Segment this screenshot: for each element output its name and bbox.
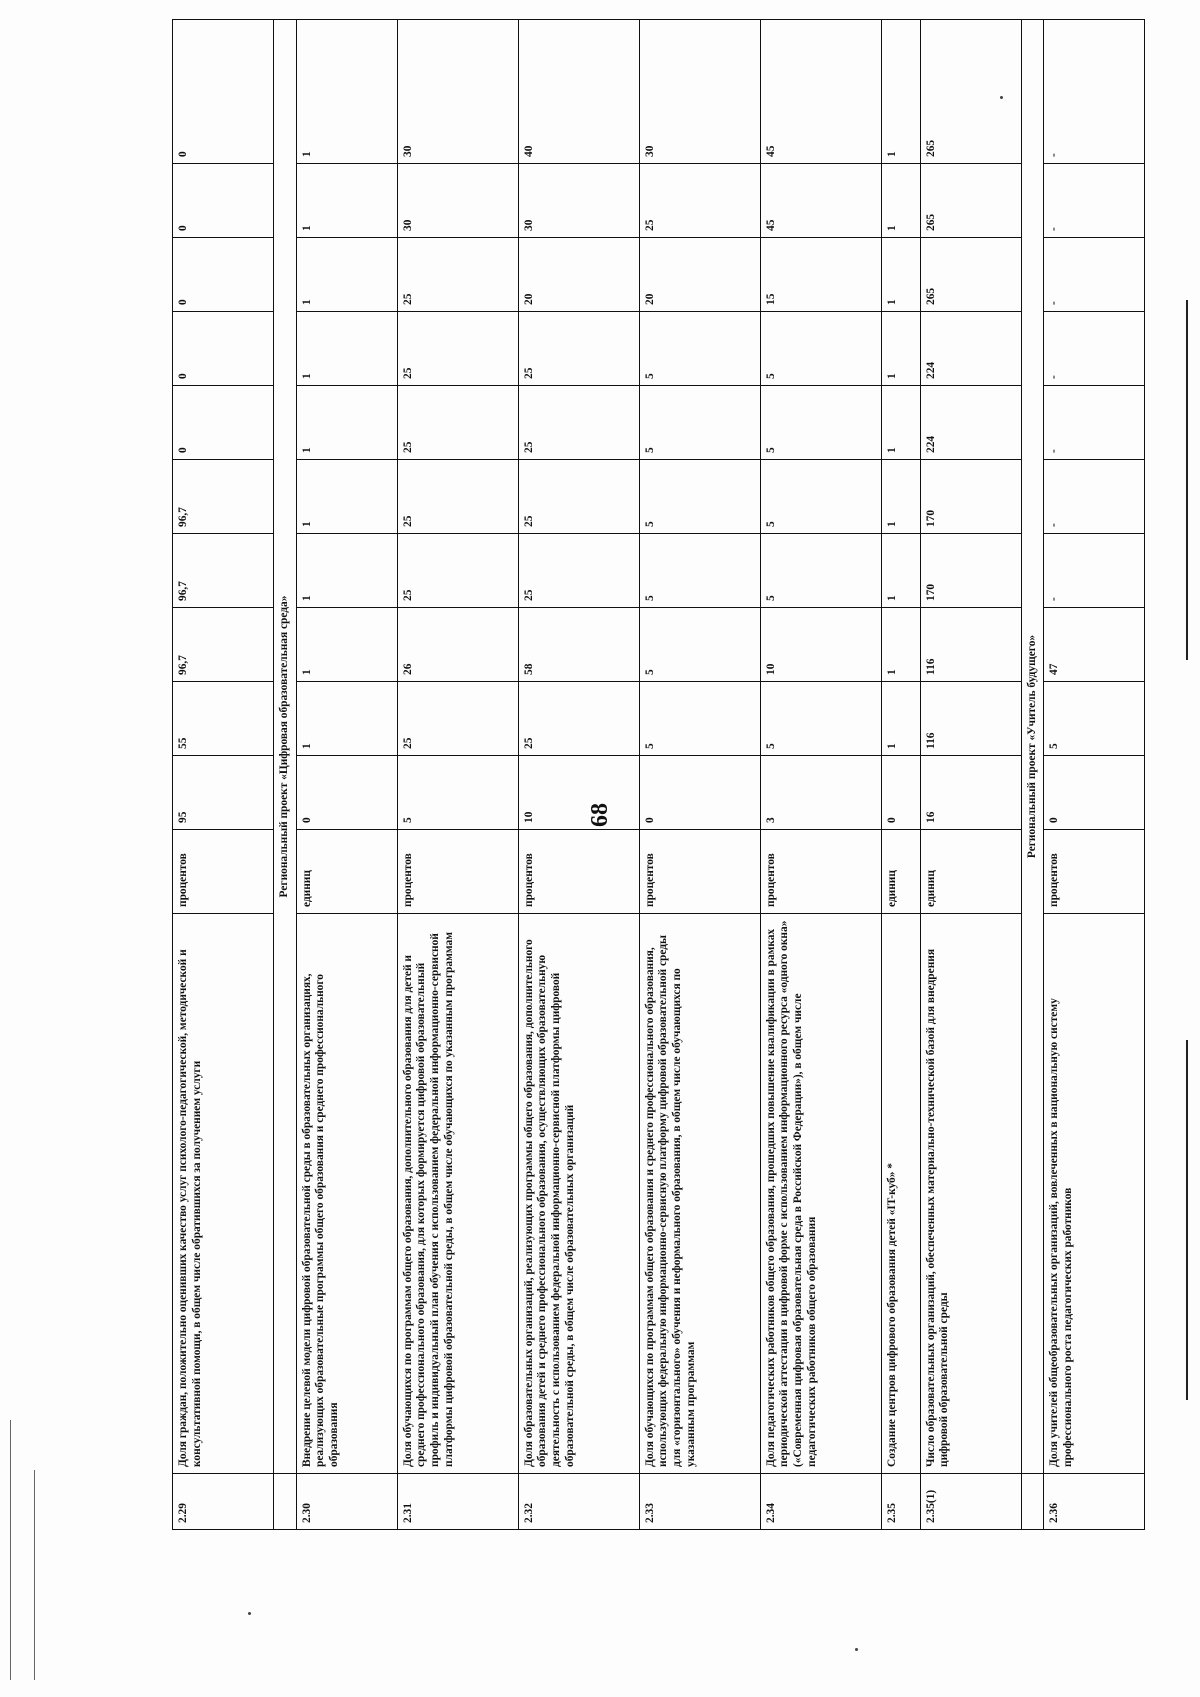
value-cell: 5 <box>1044 682 1145 756</box>
value-cell: 1 <box>881 608 920 682</box>
value-cell: 5 <box>639 460 760 534</box>
value-cell: 15 <box>760 238 881 312</box>
value-cell: 47 <box>1044 608 1145 682</box>
value-cell: 1 <box>296 164 397 238</box>
value-cell: 5 <box>639 608 760 682</box>
value-cell: 5 <box>639 312 760 386</box>
value-cell: 25 <box>397 682 518 756</box>
value-cell: 25 <box>397 238 518 312</box>
indicator-text: Создание центров цифрового образования детей «IT-куб» * <box>881 914 920 1474</box>
row-number: 2.33 <box>639 1474 760 1530</box>
value-cell: 1 <box>881 238 920 312</box>
value-cell: - <box>1044 164 1145 238</box>
section-row <box>1021 20 1044 1530</box>
unit-cell: единиц <box>881 830 920 914</box>
table-row <box>760 20 881 1530</box>
section-title: Региональный проект «Учитель будущего» <box>1021 20 1044 1474</box>
value-cell: 25 <box>518 682 639 756</box>
row-number: 2.31 <box>397 1474 518 1530</box>
value-cell: 30 <box>397 20 518 164</box>
unit-cell: процентов <box>1044 830 1145 914</box>
unit-cell: процентов <box>518 830 639 914</box>
value-cell: 1 <box>296 460 397 534</box>
indicator-text: Доля обучающихся по программам общего образования и среднего профессионального образования, использующих федеральную информационно-сервисную платформу цифровой образовательной среды для «горизонтального» обучения и неформального образования, в общем числе обучающихся по указанным программам <box>639 914 760 1474</box>
value-cell: 1 <box>881 682 920 756</box>
row-number: 2.34 <box>760 1474 881 1530</box>
unit-cell: процентов <box>760 830 881 914</box>
unit-cell: единиц <box>920 830 1021 914</box>
value-cell: 30 <box>518 164 639 238</box>
value-cell: 25 <box>518 386 639 460</box>
unit-cell: процентов <box>173 830 274 914</box>
table-row <box>397 20 518 1530</box>
section-title: Региональный проект «Цифровая образовательная среда» <box>274 20 297 1474</box>
value-cell: 25 <box>397 534 518 608</box>
scan-edge-line <box>1186 1040 1188 1400</box>
indicator-text: Число образовательных организаций, обеспеченных материально-технической базой для внедрения цифровой образовательной среды <box>920 914 1021 1474</box>
value-cell: 0 <box>296 756 397 830</box>
scan-speck <box>855 1648 858 1651</box>
value-cell: 170 <box>920 534 1021 608</box>
value-cell: - <box>1044 238 1145 312</box>
value-cell: 26 <box>397 608 518 682</box>
value-cell: 25 <box>639 164 760 238</box>
value-cell: 5 <box>760 534 881 608</box>
value-cell: 265 <box>920 20 1021 164</box>
value-cell: 1 <box>296 20 397 164</box>
value-cell: - <box>1044 386 1145 460</box>
value-cell: 1 <box>296 682 397 756</box>
value-cell: 45 <box>760 20 881 164</box>
row-number: 2.35 <box>881 1474 920 1530</box>
indicator-text: Внедрение целевой модели цифровой образовательной среды в образовательных организациях, реализующих образовательные программы общего образования и среднего профессионального образования <box>296 914 397 1474</box>
value-cell: 1 <box>296 534 397 608</box>
table-body <box>173 20 1145 1530</box>
value-cell: 25 <box>397 386 518 460</box>
value-cell: 1 <box>296 608 397 682</box>
row-number: 2.36 <box>1044 1474 1145 1530</box>
value-cell: 5 <box>760 460 881 534</box>
value-cell: 5 <box>760 312 881 386</box>
table-row <box>881 20 920 1530</box>
value-cell: 96,7 <box>173 608 274 682</box>
indicator-text: Доля учителей общеобразовательных организаций, вовлеченных в национальную систему профессионального роста педагогических работников <box>1044 914 1145 1474</box>
value-cell: 5 <box>397 756 518 830</box>
value-cell: 5 <box>639 682 760 756</box>
value-cell: 25 <box>397 312 518 386</box>
value-cell: - <box>1044 20 1145 164</box>
value-cell: - <box>1044 312 1145 386</box>
rotated-table-wrapper <box>172 50 1075 1530</box>
value-cell: 116 <box>920 608 1021 682</box>
value-cell: 30 <box>397 164 518 238</box>
row-number: 2.29 <box>173 1474 274 1530</box>
value-cell: 10 <box>518 756 639 830</box>
value-cell: 5 <box>639 534 760 608</box>
section-num-cell <box>1021 1474 1044 1530</box>
table-row <box>639 20 760 1530</box>
value-cell: 0 <box>173 238 274 312</box>
value-cell: 25 <box>518 534 639 608</box>
scan-speck <box>1000 96 1003 99</box>
value-cell: 1 <box>881 20 920 164</box>
value-cell: 265 <box>920 164 1021 238</box>
value-cell: 40 <box>518 20 639 164</box>
value-cell: 1 <box>881 534 920 608</box>
value-cell: - <box>1044 460 1145 534</box>
margin-mark <box>34 1470 35 1680</box>
value-cell: 25 <box>518 460 639 534</box>
value-cell: 58 <box>518 608 639 682</box>
value-cell: 5 <box>760 682 881 756</box>
value-cell: 170 <box>920 460 1021 534</box>
value-cell: 25 <box>397 460 518 534</box>
value-cell: 116 <box>920 682 1021 756</box>
value-cell: 1 <box>881 312 920 386</box>
value-cell: 0 <box>1044 756 1145 830</box>
value-cell: 10 <box>760 608 881 682</box>
value-cell: 0 <box>173 386 274 460</box>
value-cell: 224 <box>920 386 1021 460</box>
table-row <box>1044 20 1145 1530</box>
scan-speck <box>248 1612 251 1615</box>
table-row <box>518 20 639 1530</box>
unit-cell: единиц <box>296 830 397 914</box>
value-cell: 1 <box>296 238 397 312</box>
value-cell: 1 <box>881 386 920 460</box>
indicator-text: Доля обучающихся по программам общего образования, дополнительного образования для детей и среднего профессионального образования, для которых формируется цифровой образовательный профиль и индивидуальный план обучения с использованием федеральной информационно-сервисной платформы цифровой образовательной среды, в общем числе обучающихся по указанным программам <box>397 914 518 1474</box>
value-cell: 224 <box>920 312 1021 386</box>
unit-cell: процентов <box>397 830 518 914</box>
value-cell: - <box>1044 534 1145 608</box>
value-cell: 3 <box>760 756 881 830</box>
value-cell: 1 <box>881 164 920 238</box>
value-cell: 16 <box>920 756 1021 830</box>
value-cell: 95 <box>173 756 274 830</box>
value-cell: 0 <box>173 20 274 164</box>
table-row <box>920 20 1021 1530</box>
value-cell: 0 <box>639 756 760 830</box>
value-cell: 0 <box>881 756 920 830</box>
section-num-cell <box>274 1474 297 1530</box>
value-cell: 1 <box>296 312 397 386</box>
indicator-text: Доля образовательных организаций, реализующих программы общего образования, дополнительного образования детей и среднего профессионального образования, осуществляющих образовательную деятельность с использованием федеральной информационно-сервисной платформы цифровой образовательной среды, в общем числе образовательных организаций <box>518 914 639 1474</box>
value-cell: 96,7 <box>173 460 274 534</box>
table-row <box>173 20 274 1530</box>
value-cell: 265 <box>920 238 1021 312</box>
section-row <box>274 20 297 1530</box>
value-cell: 1 <box>881 460 920 534</box>
value-cell: 0 <box>173 164 274 238</box>
value-cell: 1 <box>296 386 397 460</box>
value-cell: 96,7 <box>173 534 274 608</box>
value-cell: 5 <box>639 386 760 460</box>
value-cell: 20 <box>639 238 760 312</box>
value-cell: 45 <box>760 164 881 238</box>
table-row <box>296 20 397 1530</box>
value-cell: 55 <box>173 682 274 756</box>
page-number: 68 <box>587 803 613 827</box>
row-number: 2.30 <box>296 1474 397 1530</box>
value-cell: 30 <box>639 20 760 164</box>
row-number: 2.32 <box>518 1474 639 1530</box>
unit-cell: процентов <box>639 830 760 914</box>
margin-mark <box>10 1420 11 1680</box>
row-number: 2.35(1) <box>920 1474 1021 1530</box>
value-cell: 20 <box>518 238 639 312</box>
value-cell: 5 <box>760 386 881 460</box>
scan-edge-line <box>1186 300 1188 660</box>
value-cell: 25 <box>518 312 639 386</box>
indicator-text: Доля педагогических работников общего образования, прошедших повышение квалификации в рамках периодической аттестации в цифровой форме с использованием информационного ресурса «одного окна» («Современная цифровая образовательная среда в Российской Федерации»), в общем числе педагогических работников общего образования <box>760 914 881 1474</box>
value-cell: 0 <box>173 312 274 386</box>
indicator-text: Доля граждан, положительно оценивших качество услуг психолого-педагогической, методической и консультативной помощи, в общем числе обратившихся за получением услуги <box>173 914 274 1474</box>
indicators-table <box>172 19 1145 1530</box>
